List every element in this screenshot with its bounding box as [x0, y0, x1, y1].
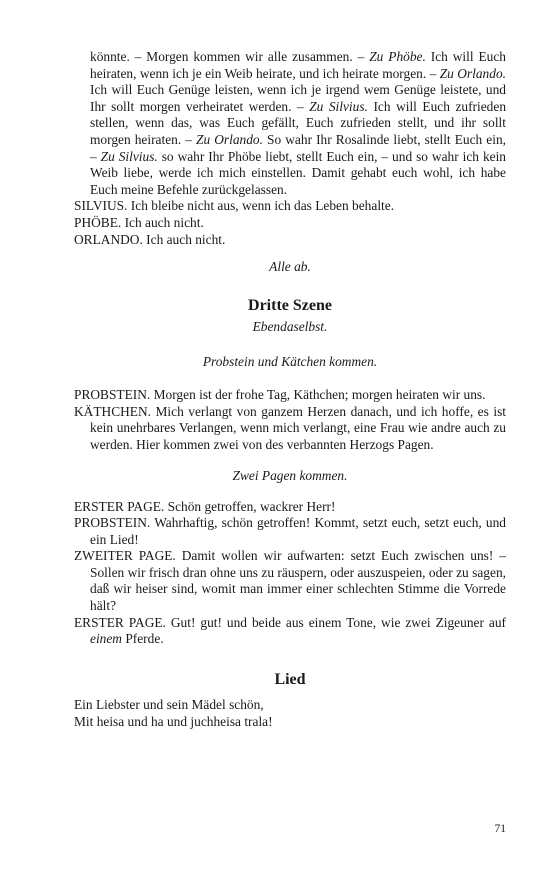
speech	[74, 198, 506, 215]
speech-text: Mich verlangt von ganzem Herzen danach, und ich hoffe, es ist kein unehrbares Verlangen, wenn mich verlangt, eine Frau wie andre auch zu werden. Hier kommen zwei von des verbannten Herzogs Pagen.	[90, 403, 506, 452]
speech-text: Ich will Euch heiraten, wenn ich je ein Weib heirate, und ich heirate morgen. –	[90, 49, 506, 81]
stage-direction: Zu Silvius.	[100, 148, 158, 164]
speech-text: Ich bleibe nicht aus, wenn ich das Leben behalte.	[127, 198, 395, 214]
stage-direction: Zu Orlando.	[439, 65, 506, 81]
page-text	[74, 49, 506, 730]
speech	[74, 232, 506, 249]
speaker-name: KÄTHCHEN.	[74, 403, 151, 419]
emphasis: einem	[90, 631, 122, 647]
stage-direction-entrance: Zwei Pagen kommen.	[232, 467, 348, 483]
stage-direction-entrance: Probstein und Kätchen kommen.	[202, 354, 378, 370]
speech-text: Ich will Euch Genüge leisten, wenn ich je irgend wem Genüge leistete, und Ihr sollt morgen verheiratet werden. –	[90, 82, 506, 114]
speech	[74, 215, 506, 232]
speech	[74, 404, 506, 454]
speech-text: Ich auch nicht.	[142, 231, 226, 247]
speech	[74, 548, 506, 614]
speaker-name: ORLANDO.	[74, 231, 143, 247]
speech-text: Gut! gut! und beide aus einem Tone, wie zwei Zigeuner auf	[165, 614, 506, 630]
speech-text: so wahr Ihr Phöbe liebt, stellt Euch ein, – und so wahr ich kein Weib liebe, werde ich mich einstellen. Damit gehabt euch wohl, ich habe Euch meine Befehle zurückgelassen.	[90, 148, 506, 197]
speaker-name: ERSTER PAGE.	[74, 614, 166, 630]
speech-text: Ich auch nicht.	[121, 214, 204, 230]
speech-text: Pferde.	[121, 631, 164, 647]
speaker-name: PROBSTEIN.	[74, 387, 151, 403]
speech-text: Damit wollen wir aufwarten: setzt Euch zwischen uns! – Sollen wir frisch dran ohne uns zu räuspern, oder auszuspeien, oder zu sagen, daß wir heiser sind, womit man immer einer schlechten Stimme die Vorrede hält?	[90, 548, 506, 614]
song-line: Mit heisa und ha und juchheisa trala!	[74, 713, 273, 729]
speaker-name: SILVIUS.	[74, 198, 128, 214]
stage-direction: Zu Orlando.	[196, 131, 263, 147]
speech	[74, 499, 506, 516]
speech	[74, 615, 506, 648]
speech-text: So wahr Ihr Rosalinde liebt, stellt Euch ein, –	[90, 131, 506, 164]
scene-title: Dritte Szene	[248, 297, 332, 315]
stage-direction-exit: Alle ab.	[269, 259, 311, 275]
stage-direction: Zu Silvius.	[309, 98, 368, 114]
speech-text: könnte. – Morgen kommen wir alle zusammen. –	[90, 49, 370, 64]
speech-text: Morgen ist der frohe Tag, Käthchen; morgen heiraten wir uns.	[150, 387, 486, 403]
song-title: Lied	[274, 670, 306, 688]
speech-text: Wahrhaftig, schön getroffen! Kommt, setzt euch, setzt euch, und ein Lied!	[90, 515, 506, 547]
speech-text: Ich will Euch zufrieden stellen, wenn das, was Euch gefällt, Euch zufrieden stellt, und ihr sollt morgen heiraten. –	[90, 98, 507, 147]
speech-text: Schön getroffen, wackrer Herr!	[164, 498, 336, 514]
song-line: Ein Liebster und sein Mädel schön,	[74, 696, 264, 712]
speaker-name: ERSTER PAGE.	[74, 498, 165, 514]
scene-location: Ebendaselbst.	[252, 319, 328, 335]
stage-direction: Zu Phöbe.	[369, 49, 426, 64]
speech	[74, 387, 506, 404]
speaker-name: ZWEITER PAGE.	[74, 548, 176, 564]
continued-speech	[74, 49, 506, 198]
speech	[74, 515, 506, 548]
speaker-name: PROBSTEIN.	[74, 515, 151, 531]
page-number: 71	[494, 823, 506, 835]
speaker-name: PHÖBE.	[74, 214, 122, 230]
